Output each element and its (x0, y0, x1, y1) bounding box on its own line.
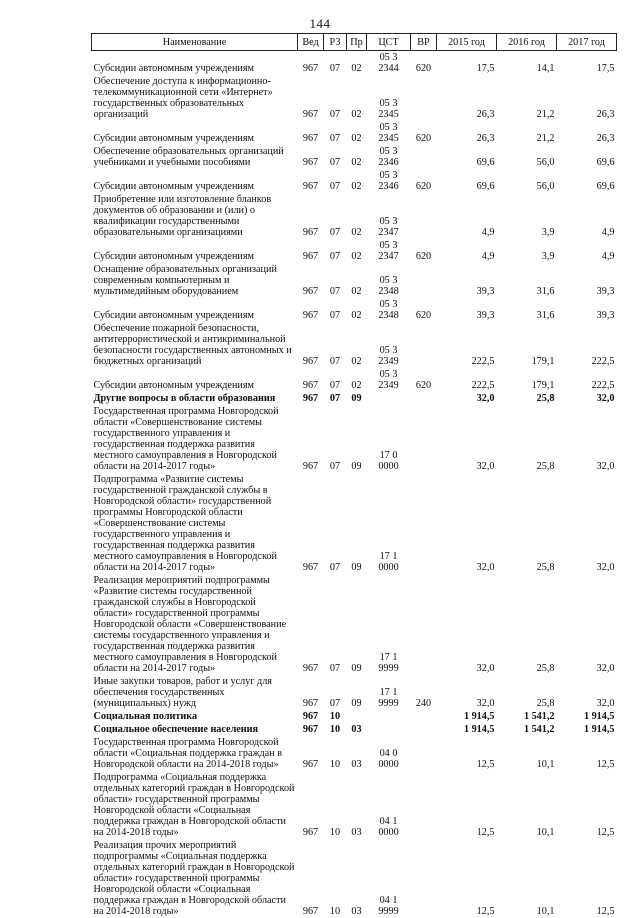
table-row (92, 263, 617, 298)
cell-vr (411, 839, 437, 918)
cell-vr (411, 574, 437, 675)
cell-ved: 967 (298, 239, 324, 263)
cell-2017: 12,5 (557, 771, 617, 839)
cell-ved: 967 (298, 473, 324, 574)
cell-2016: 1 541,2 (497, 710, 557, 723)
cell-ved: 967 (298, 574, 324, 675)
cell-2015: 32,0 (437, 574, 497, 675)
table-row (92, 298, 617, 322)
cell-ved: 967 (298, 75, 324, 121)
cell-2015: 26,3 (437, 75, 497, 121)
cell-ved: 967 (298, 675, 324, 710)
cell-2015: 32,0 (437, 473, 497, 574)
cell-name: Подпрограмма «Социальная поддержка отдельных категорий граждан в Новгородской области» государственной программы Новгородской области «Социальная поддержка граждан в Новгородской области на 2014-2018 годы» (92, 771, 298, 839)
cell-name: Субсидии автономным учреждениям (92, 51, 298, 76)
cell-2016: 3,9 (497, 239, 557, 263)
cell-pr: 09 (347, 675, 367, 710)
cell-name: Оснащение образовательных организаций современным компьютерным и мультимедийным оборудованием (92, 263, 298, 298)
cell-ved: 967 (298, 368, 324, 392)
cell-ved: 967 (298, 263, 324, 298)
column-header-2016: 2016 год (497, 34, 557, 51)
cell-2017: 1 914,5 (557, 723, 617, 736)
cell-rz: 07 (324, 322, 347, 368)
cell-cst: 17 1 0000 (367, 473, 411, 574)
cell-2015: 32,0 (437, 392, 497, 405)
cell-2017: 32,0 (557, 473, 617, 574)
cell-2017: 222,5 (557, 322, 617, 368)
cell-pr: 02 (347, 368, 367, 392)
cell-2016: 25,8 (497, 405, 557, 473)
cell-vr (411, 736, 437, 771)
cell-cst: 04 1 0000 (367, 771, 411, 839)
cell-name: Другие вопросы в области образования (92, 392, 298, 405)
cell-vr: 620 (411, 121, 437, 145)
cell-name: Подпрограмма «Развитие системы государственной гражданской службы в Новгородской области» государственной программы Новгородской области «Совершенствование системы государственного управления и государственная поддержка развития местного самоуправления в Новгородской области на 2014-2017 годы» (92, 473, 298, 574)
table-row (92, 193, 617, 239)
table-row (92, 322, 617, 368)
cell-name: Обеспечение образовательных организаций учебниками и учебными пособиями (92, 145, 298, 169)
cell-pr (347, 710, 367, 723)
cell-ved: 967 (298, 839, 324, 918)
cell-pr: 03 (347, 723, 367, 736)
cell-pr: 02 (347, 169, 367, 193)
cell-cst (367, 710, 411, 723)
cell-2016: 179,1 (497, 322, 557, 368)
cell-2016: 56,0 (497, 169, 557, 193)
cell-ved: 967 (298, 169, 324, 193)
table-row (92, 145, 617, 169)
cell-2017: 32,0 (557, 675, 617, 710)
cell-2016: 10,1 (497, 839, 557, 918)
cell-2015: 69,6 (437, 169, 497, 193)
cell-cst: 17 0 0000 (367, 405, 411, 473)
cell-2017: 32,0 (557, 405, 617, 473)
cell-2015: 39,3 (437, 298, 497, 322)
cell-vr: 240 (411, 675, 437, 710)
table-row (92, 121, 617, 145)
cell-name: Социальная политика (92, 710, 298, 723)
cell-2016: 10,1 (497, 771, 557, 839)
table-row (92, 51, 617, 76)
cell-cst: 05 3 2345 (367, 121, 411, 145)
cell-vr (411, 710, 437, 723)
cell-2015: 1 914,5 (437, 710, 497, 723)
table-row (92, 473, 617, 574)
cell-rz: 07 (324, 51, 347, 76)
cell-vr (411, 405, 437, 473)
cell-rz: 07 (324, 675, 347, 710)
cell-name: Обеспечение доступа к информационно-телекоммуникационной сети «Интернет» государственных образовательных организаций (92, 75, 298, 121)
table-row (92, 368, 617, 392)
cell-cst: 05 3 2346 (367, 145, 411, 169)
cell-pr: 02 (347, 51, 367, 76)
cell-vr (411, 263, 437, 298)
cell-2016: 21,2 (497, 121, 557, 145)
cell-ved: 967 (298, 736, 324, 771)
cell-2017: 17,5 (557, 51, 617, 76)
cell-ved: 967 (298, 121, 324, 145)
cell-cst: 05 3 2348 (367, 298, 411, 322)
cell-vr (411, 723, 437, 736)
cell-vr (411, 771, 437, 839)
cell-pr: 09 (347, 473, 367, 574)
cell-cst: 05 3 2347 (367, 239, 411, 263)
cell-rz: 07 (324, 574, 347, 675)
cell-2015: 32,0 (437, 675, 497, 710)
cell-2017: 222,5 (557, 368, 617, 392)
cell-2015: 12,5 (437, 839, 497, 918)
cell-rz: 07 (324, 239, 347, 263)
cell-2017: 26,3 (557, 75, 617, 121)
cell-2015: 12,5 (437, 736, 497, 771)
budget-table (91, 33, 617, 918)
cell-2016: 14,1 (497, 51, 557, 76)
column-header-name: Наименование (92, 34, 298, 51)
cell-2016: 25,8 (497, 392, 557, 405)
cell-2016: 21,2 (497, 75, 557, 121)
cell-ved: 967 (298, 193, 324, 239)
cell-pr: 09 (347, 392, 367, 405)
cell-ved: 967 (298, 51, 324, 76)
cell-2016: 31,6 (497, 263, 557, 298)
cell-pr: 03 (347, 771, 367, 839)
cell-vr (411, 322, 437, 368)
column-header-pr: Пр (347, 34, 367, 51)
cell-name: Социальное обеспечение населения (92, 723, 298, 736)
cell-2017: 26,3 (557, 121, 617, 145)
cell-name: Субсидии автономным учреждениям (92, 239, 298, 263)
cell-2015: 69,6 (437, 145, 497, 169)
cell-2015: 4,9 (437, 239, 497, 263)
cell-vr: 620 (411, 51, 437, 76)
table-row (92, 710, 617, 723)
cell-pr: 02 (347, 239, 367, 263)
cell-cst: 05 3 2349 (367, 368, 411, 392)
cell-2016: 3,9 (497, 193, 557, 239)
page-number: 144 (0, 16, 640, 32)
cell-pr: 03 (347, 736, 367, 771)
cell-cst: 05 3 2346 (367, 169, 411, 193)
cell-rz: 07 (324, 75, 347, 121)
cell-ved: 967 (298, 322, 324, 368)
cell-pr: 02 (347, 322, 367, 368)
cell-ved: 967 (298, 145, 324, 169)
cell-pr: 03 (347, 839, 367, 918)
cell-vr: 620 (411, 368, 437, 392)
cell-ved: 967 (298, 298, 324, 322)
cell-2016: 56,0 (497, 145, 557, 169)
column-header-cst: ЦСТ (367, 34, 411, 51)
cell-2017: 12,5 (557, 839, 617, 918)
table-row (92, 723, 617, 736)
cell-cst: 17 1 9999 (367, 675, 411, 710)
cell-rz: 10 (324, 839, 347, 918)
cell-name: Приобретение или изготовление бланков документов об образовании и (или) о квалификации государственными образовательными организациями (92, 193, 298, 239)
cell-name: Государственная программа Новгородской области «Социальная поддержка граждан в Новгородской области на 2014-2018 годы» (92, 736, 298, 771)
cell-2016: 31,6 (497, 298, 557, 322)
table-body (92, 51, 617, 918)
cell-cst: 05 3 2348 (367, 263, 411, 298)
column-header-rz: РЗ (324, 34, 347, 51)
cell-2017: 4,9 (557, 193, 617, 239)
cell-rz: 10 (324, 736, 347, 771)
column-header-ved: Вед (298, 34, 324, 51)
cell-rz: 07 (324, 145, 347, 169)
cell-name: Реализация мероприятий подпрограммы «Развитие системы государственной гражданской службы в Новгородской области» государственной программы Новгородской области «Совершенствование системы государственного управления и государственная поддержка развития местного самоуправления в Новгородской области на 2014-2017 годы» (92, 574, 298, 675)
table-row (92, 839, 617, 918)
cell-2016: 1 541,2 (497, 723, 557, 736)
cell-2015: 222,5 (437, 368, 497, 392)
cell-pr: 02 (347, 145, 367, 169)
cell-2017: 4,9 (557, 239, 617, 263)
cell-name: Субсидии автономным учреждениям (92, 121, 298, 145)
cell-2015: 17,5 (437, 51, 497, 76)
column-header-vr: ВР (411, 34, 437, 51)
table-row (92, 405, 617, 473)
cell-2016: 25,8 (497, 675, 557, 710)
cell-rz: 07 (324, 392, 347, 405)
cell-vr (411, 392, 437, 405)
cell-2017: 32,0 (557, 392, 617, 405)
cell-2015: 12,5 (437, 771, 497, 839)
table-row (92, 574, 617, 675)
cell-pr: 02 (347, 75, 367, 121)
cell-vr (411, 193, 437, 239)
cell-cst: 05 3 2349 (367, 322, 411, 368)
cell-cst: 05 3 2347 (367, 193, 411, 239)
cell-2015: 4,9 (437, 193, 497, 239)
cell-cst (367, 392, 411, 405)
cell-ved: 967 (298, 723, 324, 736)
table-row (92, 392, 617, 405)
table-row (92, 736, 617, 771)
cell-rz: 10 (324, 723, 347, 736)
cell-pr: 02 (347, 193, 367, 239)
cell-rz: 07 (324, 473, 347, 574)
cell-pr: 02 (347, 121, 367, 145)
cell-name: Реализация прочих мероприятий подпрограммы «Социальная поддержка отдельных категорий граждан в Новгородской области» государственной программы Новгородской области «Социальная поддержка граждан в Новгородской области на 2014-2018 годы» (92, 839, 298, 918)
cell-rz: 07 (324, 368, 347, 392)
cell-name: Субсидии автономным учреждениям (92, 368, 298, 392)
cell-pr: 02 (347, 298, 367, 322)
cell-rz: 10 (324, 710, 347, 723)
cell-vr: 620 (411, 239, 437, 263)
cell-2017: 32,0 (557, 574, 617, 675)
cell-pr: 09 (347, 574, 367, 675)
cell-cst: 05 3 2344 (367, 51, 411, 76)
cell-2015: 26,3 (437, 121, 497, 145)
cell-rz: 07 (324, 193, 347, 239)
cell-cst: 04 0 0000 (367, 736, 411, 771)
cell-name: Обеспечение пожарной безопасности, антитеррористической и антикриминальной безопасности государственных автономных и бюджетных организаций (92, 322, 298, 368)
cell-2017: 12,5 (557, 736, 617, 771)
cell-2016: 25,8 (497, 574, 557, 675)
cell-cst: 17 1 9999 (367, 574, 411, 675)
cell-vr (411, 473, 437, 574)
cell-rz: 07 (324, 169, 347, 193)
cell-2015: 1 914,5 (437, 723, 497, 736)
cell-2016: 25,8 (497, 473, 557, 574)
cell-2017: 69,6 (557, 145, 617, 169)
cell-rz: 07 (324, 405, 347, 473)
cell-ved: 967 (298, 405, 324, 473)
cell-2016: 179,1 (497, 368, 557, 392)
table-row (92, 771, 617, 839)
cell-name: Субсидии автономным учреждениям (92, 298, 298, 322)
cell-rz: 10 (324, 771, 347, 839)
cell-2015: 39,3 (437, 263, 497, 298)
cell-2017: 69,6 (557, 169, 617, 193)
cell-ved: 967 (298, 771, 324, 839)
cell-rz: 07 (324, 121, 347, 145)
cell-2017: 1 914,5 (557, 710, 617, 723)
table-row (92, 675, 617, 710)
cell-2015: 222,5 (437, 322, 497, 368)
cell-ved: 967 (298, 392, 324, 405)
cell-2016: 10,1 (497, 736, 557, 771)
cell-vr (411, 145, 437, 169)
cell-cst: 04 1 9999 (367, 839, 411, 918)
cell-name: Государственная программа Новгородской области «Совершенствование системы государственного управления и государственная поддержка развития местного самоуправления в Новгородской области на 2014-2017 годы» (92, 405, 298, 473)
cell-name: Иные закупки товаров, работ и услуг для обеспечения государственных (муниципальных) нужд (92, 675, 298, 710)
cell-pr: 02 (347, 263, 367, 298)
table-header-row (92, 34, 617, 51)
cell-rz: 07 (324, 298, 347, 322)
table-row (92, 239, 617, 263)
cell-2015: 32,0 (437, 405, 497, 473)
column-header-2015: 2015 год (437, 34, 497, 51)
cell-vr: 620 (411, 298, 437, 322)
cell-2017: 39,3 (557, 263, 617, 298)
cell-rz: 07 (324, 263, 347, 298)
cell-name: Субсидии автономным учреждениям (92, 169, 298, 193)
cell-vr (411, 75, 437, 121)
table-row (92, 169, 617, 193)
column-header-2017: 2017 год (557, 34, 617, 51)
cell-cst: 05 3 2345 (367, 75, 411, 121)
cell-vr: 620 (411, 169, 437, 193)
cell-cst (367, 723, 411, 736)
cell-pr: 09 (347, 405, 367, 473)
cell-ved: 967 (298, 710, 324, 723)
table-row (92, 75, 617, 121)
cell-2017: 39,3 (557, 298, 617, 322)
